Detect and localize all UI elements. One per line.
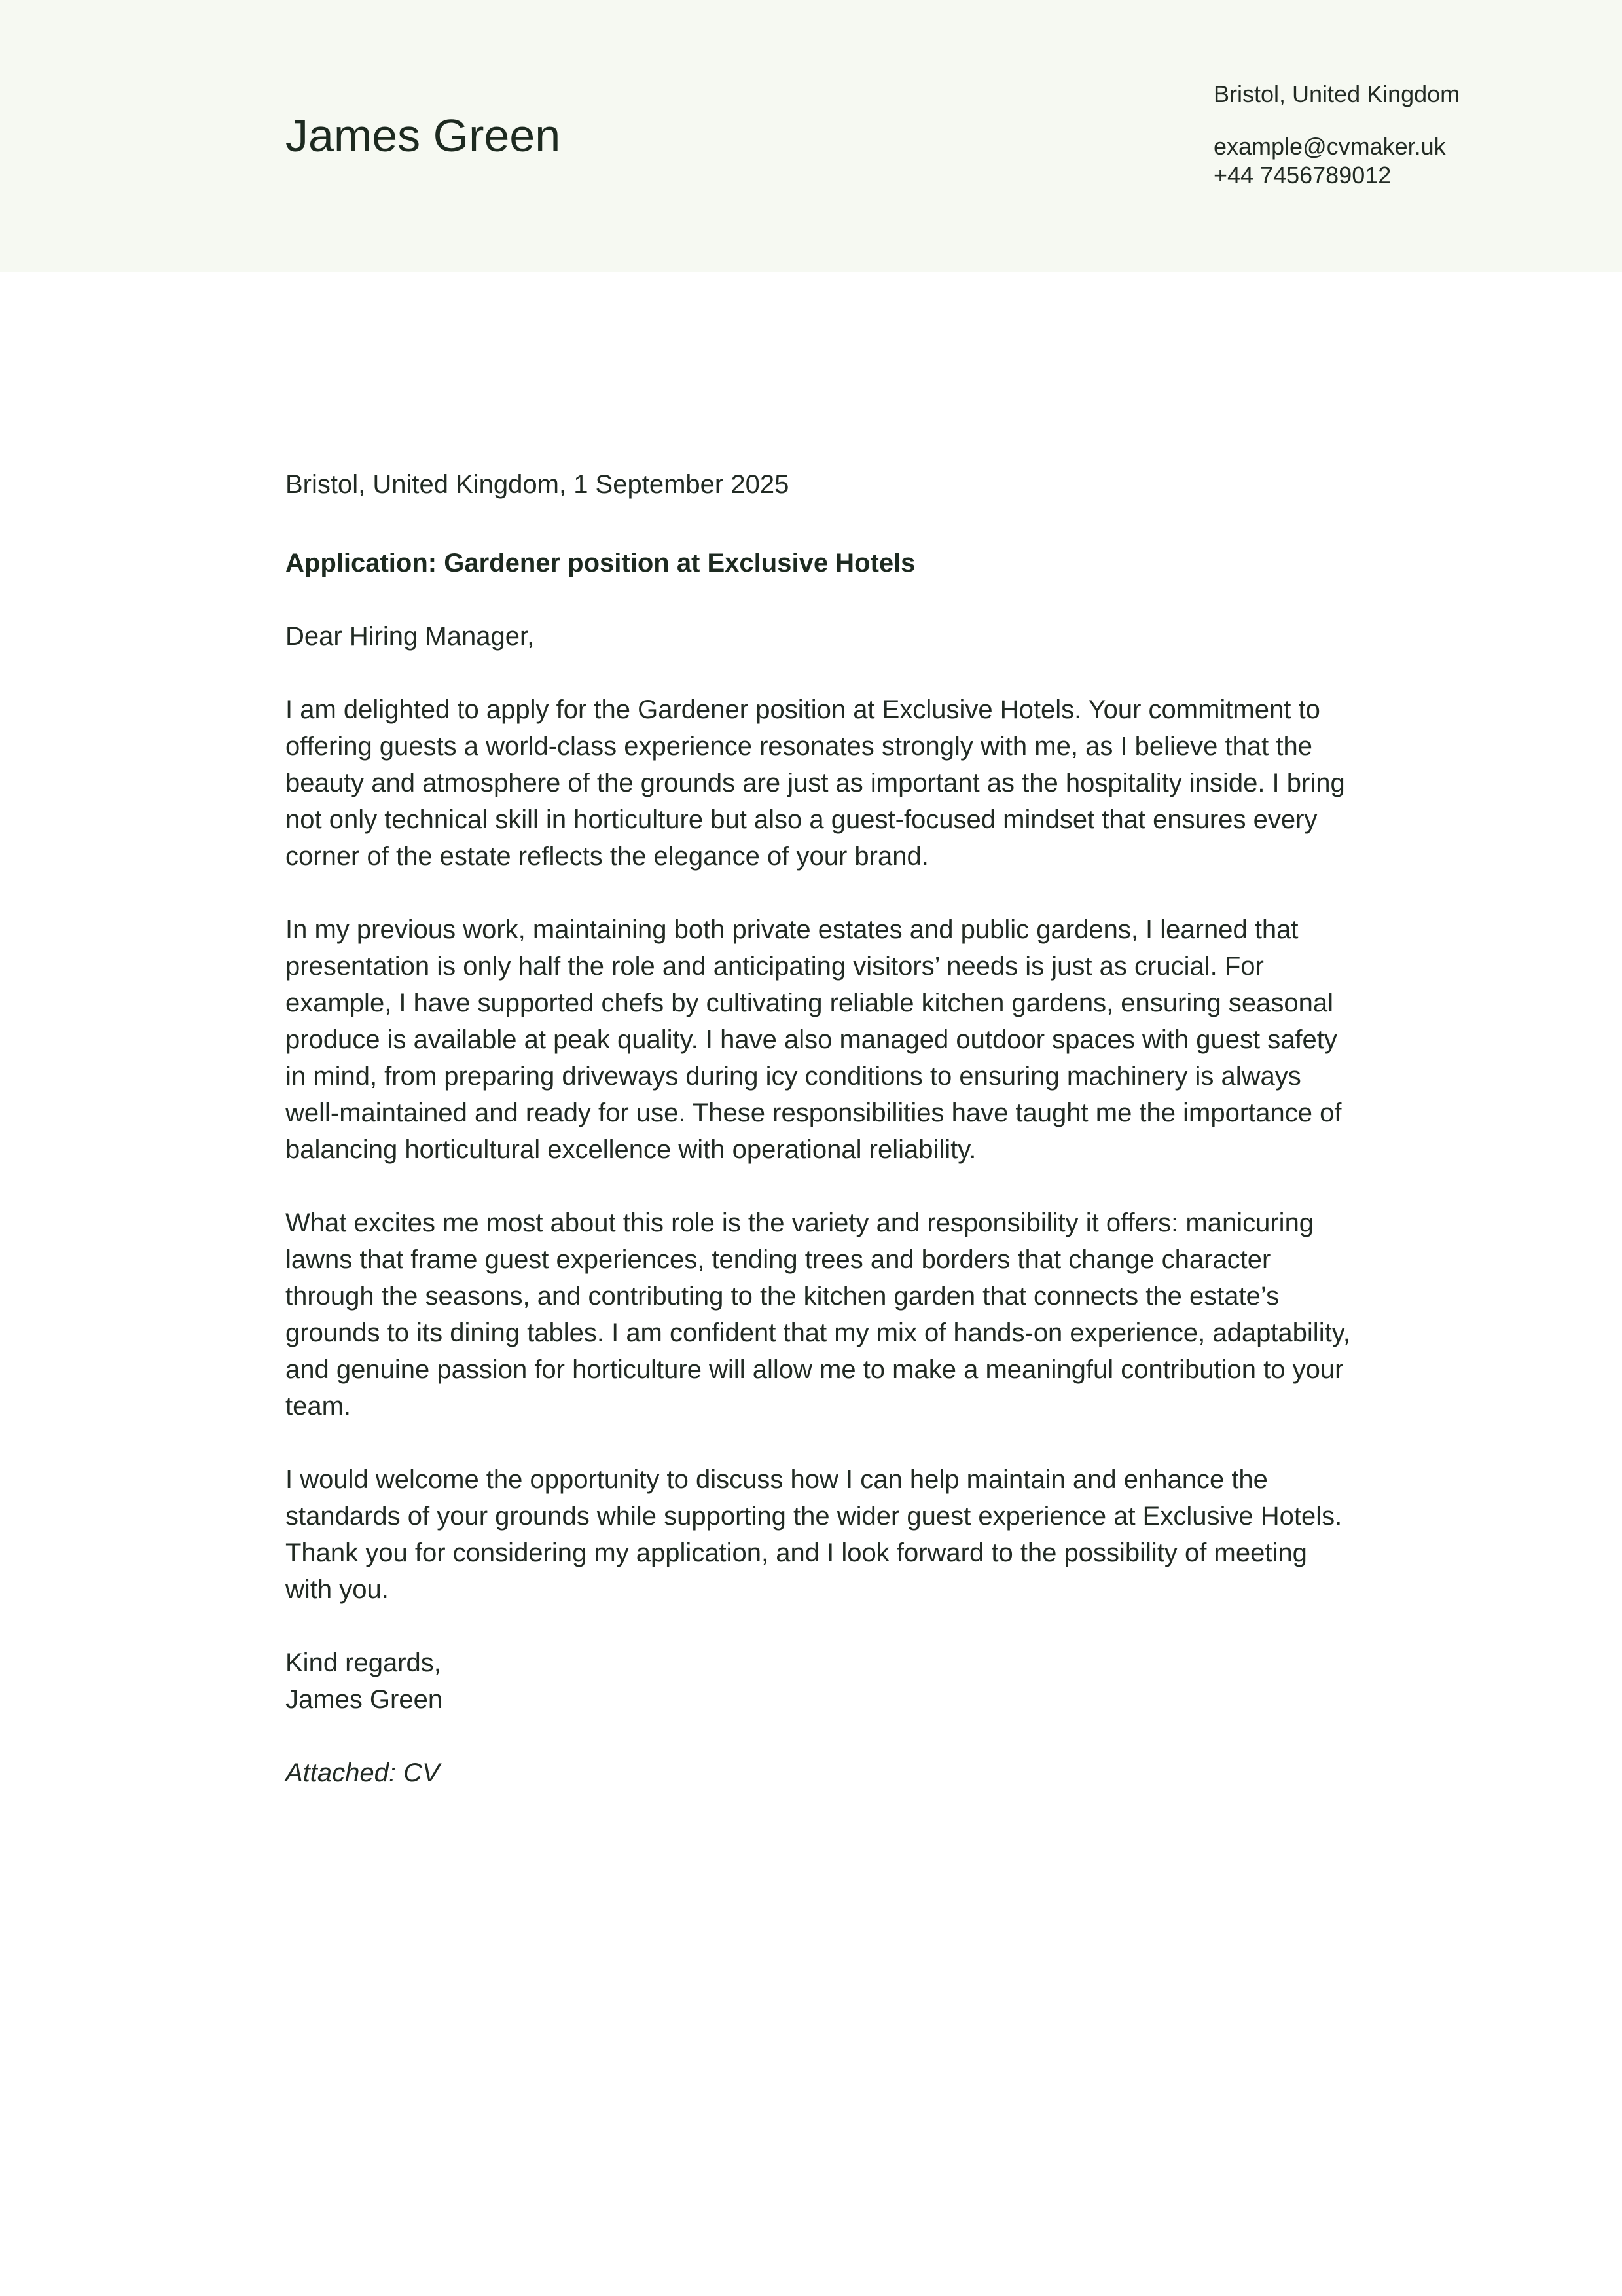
letter-body (285, 466, 1359, 1791)
attachment-note: Attached: CV (285, 1758, 440, 1787)
signature: James Green (285, 1685, 443, 1714)
closing-block (285, 1645, 1359, 1718)
sender-phone: +44 7456789012 (1214, 162, 1392, 189)
paragraph-4: I would welcome the opportunity to discuss how I can help maintain and enhance the standards of your grounds while supporting the wider guest experience at Exclusive Hotels. Thank you for considering my application, and I look forward to the possibility of meeting with you. (285, 1465, 1343, 1604)
contact-block (1214, 80, 1460, 190)
paragraph-1: I am delighted to apply for the Gardener position at Exclusive Hotels. Your commitment to offering guests a world-class experience resonates strongly with me, as I believe that the beauty and atmosphere of the grounds are just as important as the hospitality inside. I bring not only technical skill in horticulture but also a guest-focused mindset that ensures every corner of the estate reflects the elegance of your brand. (285, 695, 1345, 871)
subject-line: Application: Gardener position at Exclusive Hotels (285, 549, 916, 577)
salutation: Dear Hiring Manager, (285, 622, 535, 651)
sender-name: James Green (285, 110, 561, 161)
sender-location: Bristol, United Kingdom (1214, 81, 1460, 107)
paragraph-2: In my previous work, maintaining both private estates and public gardens, I learned that presentation is only half the role and anticipating visitors’ needs is just as crucial. For example, I have supported chefs by cultivating reliable kitchen gardens, ensuring seasonal produce is available at peak quality. I have also managed outdoor spaces with guest safety in mind, from preparing driveways during icy conditions to ensuring machinery is always well-maintained and ready for use. These responsibilities have taught me the importance of balancing horticultural excellence with operational reliability. (285, 915, 1342, 1164)
sender-email: example@cvmaker.uk (1214, 133, 1446, 160)
closing: Kind regards, (285, 1649, 441, 1677)
paragraph-3: What excites me most about this role is the variety and responsibility it offers: manicuring lawns that frame guest experiences, tending trees and borders that change character through the seasons, and contributing to the kitchen garden that connects the estate’s grounds to its dining tables. I am confident that my mix of hands-on experience, adaptability, and genuine passion for horticulture will allow me to make a meaningful contribution to your team. (285, 1209, 1350, 1421)
date-line: Bristol, United Kingdom, 1 September 2025 (285, 470, 789, 499)
letter-header (0, 0, 1622, 272)
